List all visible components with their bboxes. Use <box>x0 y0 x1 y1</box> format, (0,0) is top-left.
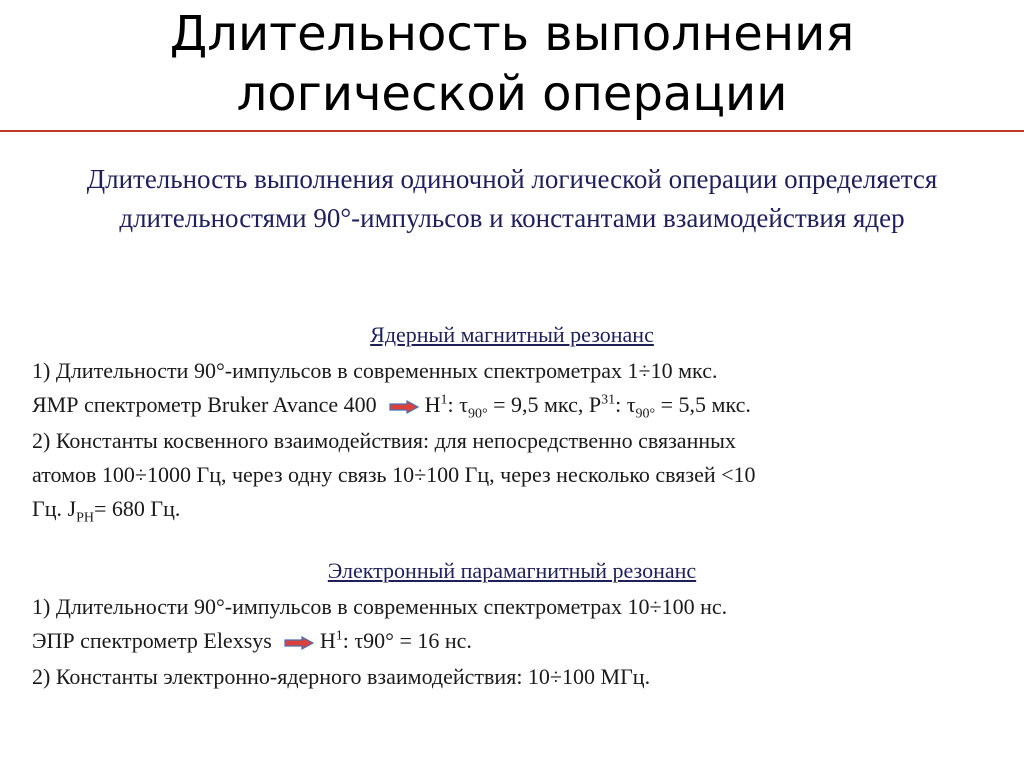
epr-line-2: ЭПР спектрометр Elexsys $H^1$: τ90° = 16 нс. <box>32 624 992 660</box>
epr-line-1: 1) Длительности 90°-импульсов в современных спектрометрах 10÷100 нс. <box>32 594 728 619</box>
title-line-1: Длительность выполнения <box>169 6 855 62</box>
nmr-line-1: 1) Длительности 90°-импульсов в современных спектрометрах 1÷10 мкс. <box>32 358 718 383</box>
nmr-heading: Ядерный магнитный резонанс <box>370 322 654 347</box>
nmr-line-2: ЯМР спектрометр Bruker Avance 400 $H^1$: $\tau_{90^\circ} = 9,5$ мкс, $P^{31}$: $\tau_{90^\circ} = 5,5$ мкс. <box>32 388 992 424</box>
intro-paragraph: Длительность выполнения одиночной логической операции определяется длительностями 90°-импульсов и константами взаимодействия ядер <box>86 164 938 233</box>
epr-line-3: 2) Константы электронно-ядерного взаимодействия: 10÷100 МГц. <box>32 663 651 689</box>
page-title <box>0 4 1024 124</box>
epr-spectrometer-label: ЭПР спектрометр Elexsys <box>32 628 272 653</box>
right-arrow-icon <box>389 390 419 424</box>
epr-heading: Электронный парамагнитный резонанс <box>327 558 697 583</box>
nmr-line-3: 2) Константы косвенного взаимодействия: для непосредственно связанных <box>32 427 736 453</box>
nmr-line-5: Гц. $J_{PH}= 680$ Гц. <box>32 495 181 526</box>
epr-body <box>32 590 992 694</box>
nmr-line-4: атомов 100÷1000 Гц, через одну связь 10÷100 Гц, через несколько связей <10 <box>32 461 756 487</box>
nmr-body <box>32 354 992 526</box>
title-line-2: логической операции <box>236 66 788 122</box>
right-arrow-icon <box>284 626 314 660</box>
nmr-spectrometer-label: ЯМР спектрометр Bruker Avance 400 <box>32 392 377 417</box>
title-divider <box>0 130 1024 132</box>
